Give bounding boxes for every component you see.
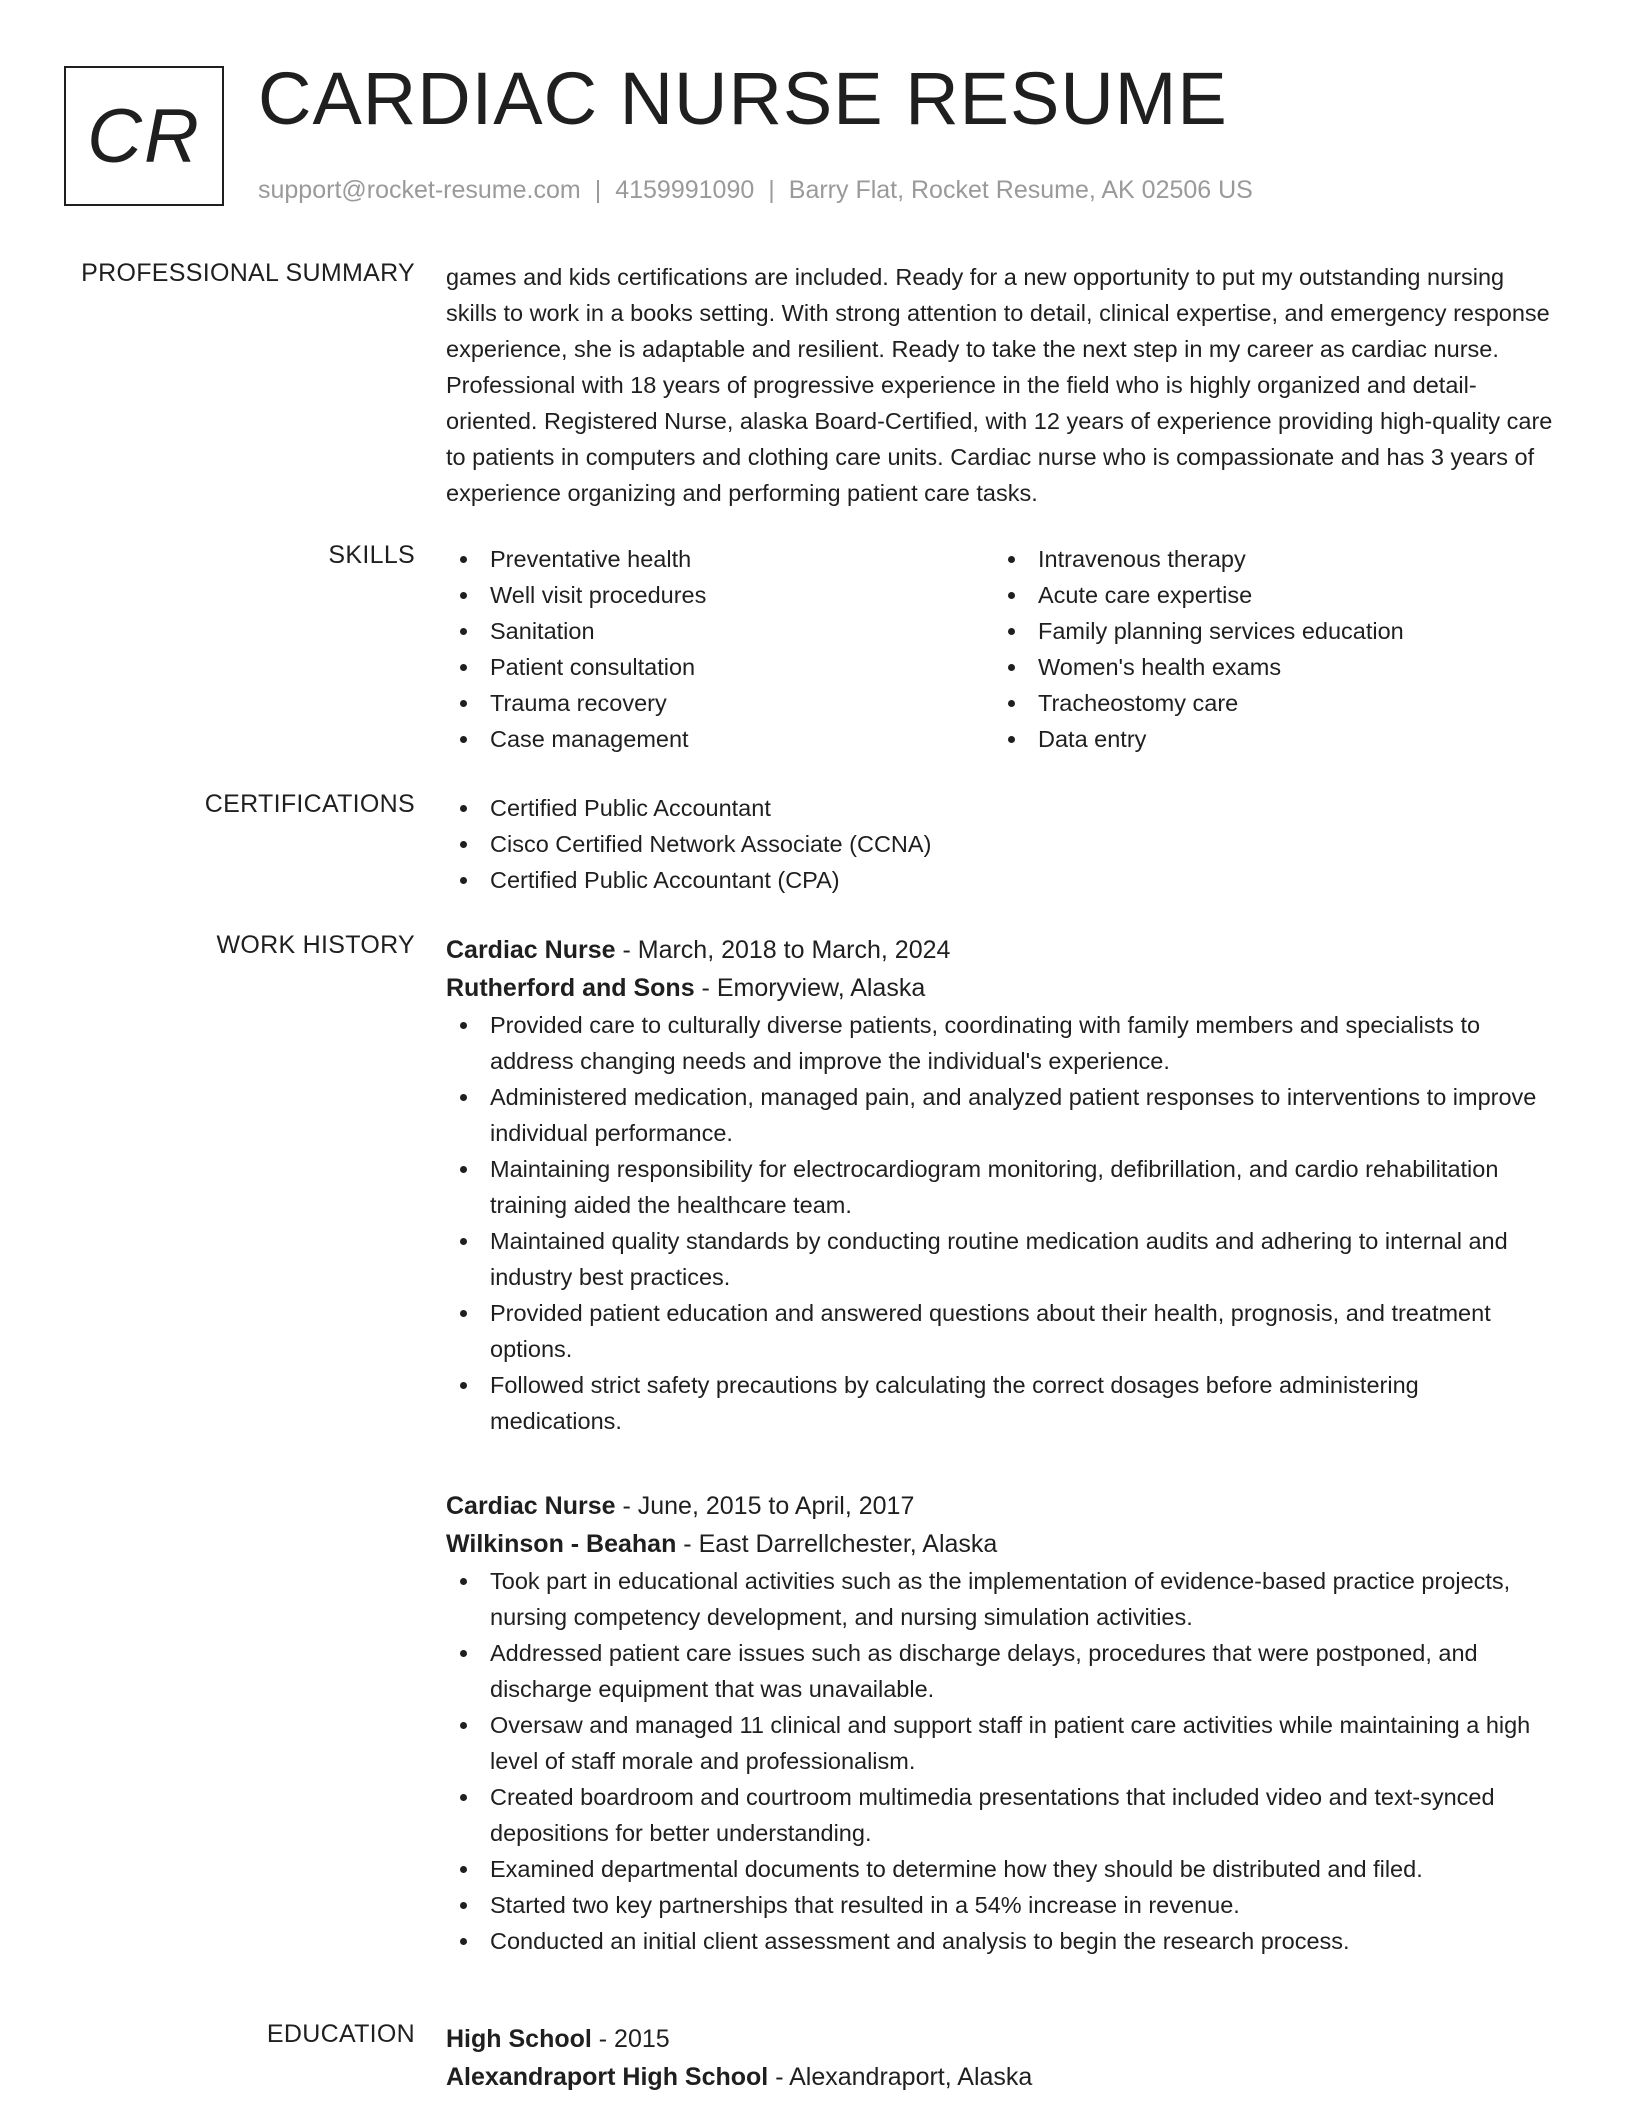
job-bullet: Addressed patient care issues such as discharge delays, procedures that were postponed, and discharge equipment that was unavailable. bbox=[446, 1635, 1556, 1707]
section-label-education: EDUCATION bbox=[266, 2020, 415, 2048]
skill-item: Preventative health bbox=[446, 541, 994, 577]
skill-item: Sanitation bbox=[446, 613, 994, 649]
job-title: Cardiac Nurse bbox=[446, 936, 616, 964]
skill-item: Acute care expertise bbox=[994, 577, 1542, 613]
contact-email: support@rocket-resume.com bbox=[258, 176, 581, 204]
certification-item: Cisco Certified Network Associate (CCNA) bbox=[446, 826, 1556, 862]
job-title-line bbox=[446, 1487, 1556, 1525]
job-title-line bbox=[446, 931, 1556, 969]
job-bullet: Followed strict safety precautions by calculating the correct dosages before administering medications. bbox=[446, 1367, 1556, 1439]
contact-address: Barry Flat, Rocket Resume, AK 02506 US bbox=[788, 176, 1253, 204]
certifications-list bbox=[446, 790, 1556, 898]
job-dates: - March, 2018 to March, 2024 bbox=[615, 936, 951, 964]
skill-item: Intravenous therapy bbox=[994, 541, 1542, 577]
summary-body bbox=[446, 259, 1556, 511]
job-company-line bbox=[446, 1525, 1556, 1563]
job-bullet: Conducted an initial client assessment and analysis to begin the research process. bbox=[446, 1923, 1556, 1959]
job-bullet: Maintained quality standards by conducting routine medication audits and adhering to internal and industry best practices. bbox=[446, 1223, 1556, 1295]
job-bullet: Examined departmental documents to determine how they should be distributed and filed. bbox=[446, 1851, 1556, 1887]
section-label-summary: PROFESSIONAL SUMMARY bbox=[81, 259, 415, 287]
skills-list-right bbox=[994, 541, 1542, 757]
contact-separator: | bbox=[594, 176, 602, 204]
summary-text: games and kids certifications are included. Ready for a new opportunity to put my outstanding nursing skills to work in a books setting. With strong attention to detail, clinical expertise, and emergency response experience, she is adaptable and resilient. Ready to take the next step in my career as cardiac nurse. Professional with 18 years of progressive experience in the field who is highly organized and detail-oriented. Registered Nurse, alaska Board-Certified, with 12 years of experience providing high-quality care to patients in computers and clothing care units. Cardiac nurse who is compassionate and has 3 years of experience organizing and performing patient care tasks. bbox=[446, 264, 1553, 506]
resume-title: CARDIAC NURSE RESUME bbox=[258, 57, 1228, 140]
education-school: Alexandraport High School bbox=[446, 2063, 769, 2091]
education-body bbox=[446, 2020, 1556, 2096]
education-year: - 2015 bbox=[591, 2025, 670, 2053]
education-school-line bbox=[446, 2058, 1556, 2096]
job-bullet: Maintaining responsibility for electrocardiogram monitoring, defibrillation, and cardio rehabilitation training aided the healthcare team. bbox=[446, 1151, 1556, 1223]
work-body bbox=[446, 931, 1556, 1439]
job-company: Rutherford and Sons bbox=[446, 974, 695, 1002]
skills-list-left bbox=[446, 541, 994, 757]
skill-item: Women's health exams bbox=[994, 649, 1542, 685]
skills-grid bbox=[446, 541, 1556, 757]
monogram-logo: CR bbox=[64, 66, 224, 206]
skill-item: Patient consultation bbox=[446, 649, 994, 685]
skills-body bbox=[446, 541, 1556, 757]
skill-item: Trauma recovery bbox=[446, 685, 994, 721]
certification-item: Certified Public Accountant (CPA) bbox=[446, 862, 1556, 898]
work-body-2 bbox=[446, 1487, 1556, 1959]
education-location: - Alexandraport, Alaska bbox=[768, 2063, 1033, 2091]
section-label-work: WORK HISTORY bbox=[216, 931, 415, 959]
certification-item: Certified Public Accountant bbox=[446, 790, 1556, 826]
skill-item: Tracheostomy care bbox=[994, 685, 1542, 721]
education-degree-line bbox=[446, 2020, 1556, 2058]
skill-item: Well visit procedures bbox=[446, 577, 994, 613]
job-bullet: Provided care to culturally diverse patients, coordinating with family members and specialists to address changing needs and improve the individual's experience. bbox=[446, 1007, 1556, 1079]
contact-line bbox=[258, 176, 1253, 205]
section-label-skills: SKILLS bbox=[328, 541, 415, 569]
job-bullet-list bbox=[446, 1007, 1556, 1439]
skill-item: Case management bbox=[446, 721, 994, 757]
job-location: - East Darrellchester, Alaska bbox=[676, 1530, 998, 1558]
contact-separator: | bbox=[768, 176, 775, 204]
skill-item: Family planning services education bbox=[994, 613, 1542, 649]
job-company: Wilkinson - Beahan bbox=[446, 1530, 677, 1558]
job-bullet-list bbox=[446, 1563, 1556, 1959]
education-degree: High School bbox=[446, 2025, 592, 2053]
job-company-line bbox=[446, 969, 1556, 1007]
section-label-certifications: CERTIFICATIONS bbox=[204, 790, 415, 818]
job-location: - Emoryview, Alaska bbox=[694, 974, 926, 1002]
job-entry bbox=[446, 931, 1556, 1439]
job-bullet: Started two key partnerships that resulted in a 54% increase in revenue. bbox=[446, 1887, 1556, 1923]
job-bullet: Administered medication, managed pain, and analyzed patient responses to interventions to improve individual performance. bbox=[446, 1079, 1556, 1151]
job-title: Cardiac Nurse bbox=[446, 1492, 616, 1520]
contact-phone: 4159991090 bbox=[615, 176, 755, 204]
skill-item: Data entry bbox=[994, 721, 1542, 757]
certifications-body bbox=[446, 790, 1556, 898]
job-bullet: Created boardroom and courtroom multimedia presentations that included video and text-synced depositions for better understanding. bbox=[446, 1779, 1556, 1851]
job-bullet: Provided patient education and answered questions about their health, prognosis, and treatment options. bbox=[446, 1295, 1556, 1367]
job-entry bbox=[446, 1487, 1556, 1959]
job-bullet: Oversaw and managed 11 clinical and support staff in patient care activities while maintaining a high level of staff morale and professionalism. bbox=[446, 1707, 1556, 1779]
job-bullet: Took part in educational activities such as the implementation of evidence-based practice projects, nursing competency development, and nursing simulation activities. bbox=[446, 1563, 1556, 1635]
job-dates: - June, 2015 to April, 2017 bbox=[615, 1492, 915, 1520]
